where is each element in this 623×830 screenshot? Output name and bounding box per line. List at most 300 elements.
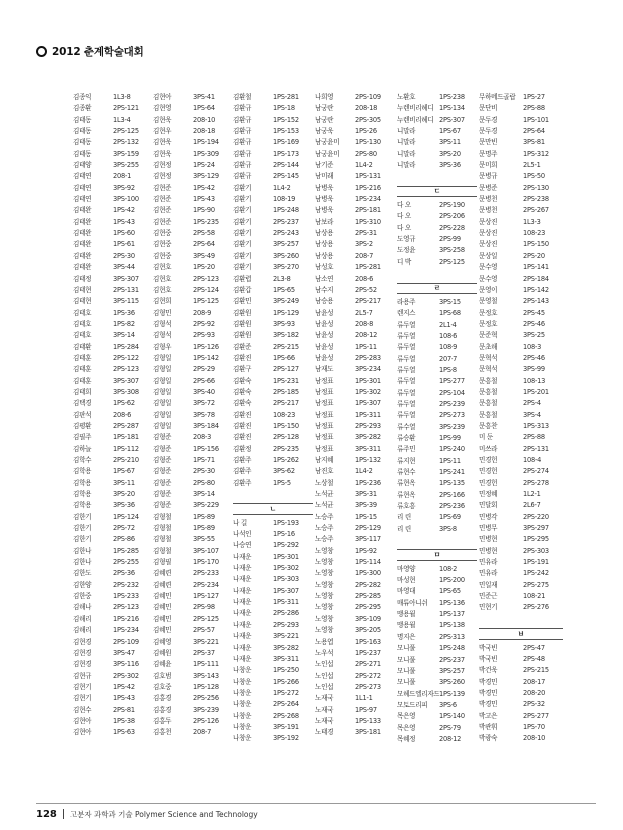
presentation-code: 3PS-107 [193, 546, 219, 555]
presentation-code: 1PS-238 [439, 93, 465, 101]
author-name: 마영양 [397, 564, 416, 573]
index-column [153, 92, 233, 739]
presentation-code: 108-3 [523, 342, 542, 351]
index-entry [479, 319, 563, 330]
index-entry [397, 160, 477, 171]
presentation-code: 2L1-4 [439, 320, 457, 329]
author-name: 김한도 [73, 569, 92, 578]
presentation-code: 3PS-308 [113, 387, 139, 396]
index-entry [397, 115, 477, 126]
presentation-code: 2PS-126 [193, 716, 219, 725]
index-entry [73, 194, 153, 205]
presentation-code: 1PS-129 [273, 308, 299, 317]
presentation-code: 1PS-201 [523, 387, 549, 396]
index-entry [315, 682, 395, 693]
index-entry [397, 609, 477, 620]
presentation-code: 1PS-89 [193, 512, 215, 521]
index-entry [397, 257, 477, 268]
author-name: 문흥철 [479, 376, 498, 385]
author-name: 문수영 [479, 274, 498, 283]
author-name: 김태동 [73, 149, 92, 158]
author-name: 민병각 [479, 512, 498, 521]
presentation-code: 3PS-239 [193, 705, 219, 714]
index-entry [233, 171, 313, 182]
presentation-code: 2PS-48 [523, 654, 545, 663]
index-entry [153, 410, 233, 421]
index-entry [153, 523, 233, 534]
author-name: 김환기 [233, 217, 252, 226]
author-name: 김현준 [153, 206, 172, 215]
index-entry [73, 534, 153, 545]
presentation-code: 2PS-4 [523, 399, 541, 408]
author-name: 김환기 [233, 206, 252, 215]
author-name: 김태양 [73, 161, 92, 170]
index-entry [397, 620, 477, 631]
author-name: 류두열 [397, 354, 416, 363]
author-name: 김태동 [73, 138, 92, 147]
presentation-code: 2PS-215 [523, 666, 549, 675]
author-name: 김한양 [73, 580, 92, 589]
index-entry [479, 699, 563, 710]
presentation-code: 2PS-109 [355, 93, 381, 101]
author-name: 김환규 [233, 127, 252, 136]
index-entry [233, 149, 313, 160]
author-name: 류수열 [397, 422, 416, 431]
author-name: 류현수 [397, 468, 416, 476]
index-entry [233, 296, 313, 307]
index-entry [153, 512, 233, 523]
presentation-code: 2PS-93 [193, 331, 215, 340]
presentation-code [273, 489, 313, 500]
index-entry [73, 126, 153, 137]
author-name: 김현호 [153, 274, 172, 283]
index-entry [479, 557, 563, 568]
author-name: 남상용 [315, 229, 334, 238]
index-entry [479, 688, 563, 699]
author-name: 김환규 [233, 104, 252, 113]
author-name: 김태완 [73, 217, 92, 226]
author-name: 노영창 [315, 592, 334, 601]
index-entry [397, 149, 477, 160]
author-name: 도정윤 [397, 246, 416, 255]
index-entry [153, 251, 233, 262]
presentation-code: 2PS-86 [113, 535, 135, 544]
presentation-code: 1PS-234 [355, 195, 381, 204]
presentation-code [439, 268, 477, 279]
index-entry [153, 455, 233, 466]
index-entry [233, 308, 313, 319]
author-name: 남윤성 [315, 331, 334, 340]
author-name: 문수영 [479, 263, 498, 272]
presentation-code: 2PS-45 [523, 308, 545, 317]
author-name: 김현영 [153, 104, 172, 113]
author-name: 김혜민 [153, 603, 172, 612]
index-entry [397, 689, 477, 700]
presentation-code: 2PS-129 [355, 524, 381, 533]
presentation-code: 1PS-70 [523, 722, 545, 731]
author-name: 김택경 [73, 399, 92, 408]
index-entry [73, 160, 153, 171]
author-name: 민유라 [479, 569, 498, 578]
presentation-code: 3PS-8 [439, 524, 457, 533]
index-entry [73, 217, 153, 228]
index-entry [315, 523, 395, 534]
presentation-code: 1PS-114 [355, 558, 381, 567]
author-name: 남지혜 [315, 456, 334, 464]
index-entry [233, 552, 313, 563]
author-name: 남윤성 [315, 308, 334, 317]
index-entry [315, 602, 395, 613]
index-entry [315, 659, 395, 670]
presentation-code: 1PS-5 [273, 478, 291, 487]
presentation-code: 1PS-20 [193, 263, 215, 272]
presentation-code: 3PS-14 [193, 490, 215, 499]
presentation-code: 3PS-47 [113, 648, 135, 657]
presentation-code: 2PS-52 [355, 285, 377, 294]
author-name: 김한기 [73, 535, 92, 544]
presentation-code: 1PS-66 [273, 353, 295, 362]
index-entry [479, 478, 563, 489]
index-entry [315, 376, 395, 387]
index-entry [233, 194, 313, 205]
index-entry [315, 705, 395, 716]
index-entry [315, 478, 395, 489]
index-entry [315, 421, 395, 432]
presentation-code: 108-9 [439, 343, 458, 352]
author-name: 김형준 [153, 456, 172, 464]
author-name: 김현경 [73, 660, 92, 669]
presentation-code: 2PS-36 [113, 569, 135, 578]
index-entry [153, 444, 233, 455]
author-name: 김형준 [153, 490, 172, 499]
presentation-code: 1PS-311 [355, 410, 381, 419]
index-entry [479, 228, 563, 239]
presentation-code: 2PS-282 [355, 580, 381, 589]
author-name: 김현아 [73, 728, 92, 737]
author-name: 류지현 [397, 456, 416, 465]
presentation-code: 1PS-133 [355, 716, 381, 725]
author-name: 모토드리피 [397, 700, 428, 709]
index-entry [73, 137, 153, 148]
author-name: 문상진 [479, 229, 498, 238]
index-entry [233, 688, 313, 699]
presentation-code: 3PS-182 [273, 331, 299, 340]
presentation-code: 3PS-116 [113, 660, 139, 669]
author-name: 노영창 [315, 558, 334, 567]
author-name: 김환숙 [233, 399, 252, 408]
author-name: 민경헌 [479, 467, 498, 476]
author-name: 김형준 [153, 444, 172, 453]
index-entry [397, 700, 477, 711]
presentation-code: 2PS-217 [273, 399, 299, 408]
page-footer [36, 807, 596, 821]
presentation-code: 2PS-47 [523, 643, 545, 652]
presentation-code: 3PS-191 [273, 722, 299, 731]
presentation-code: 1PS-67 [439, 127, 461, 136]
author-name: 노영창 [315, 603, 334, 612]
presentation-code: 1PS-139 [439, 689, 465, 698]
presentation-code: 1PS-89 [193, 524, 215, 533]
index-entry [73, 557, 153, 568]
author-name: 김환주 [233, 456, 252, 464]
author-name: 남성호 [315, 263, 334, 272]
presentation-code: 3PS-72 [193, 399, 215, 408]
index-entry [233, 529, 313, 540]
presentation-code: 1PS-303 [273, 575, 299, 584]
index-entry [315, 466, 395, 477]
index-entry [479, 296, 563, 307]
index-entry [479, 308, 563, 319]
presentation-code: 2PS-37 [193, 648, 215, 657]
index-entry [315, 183, 395, 194]
index-entry [397, 365, 477, 376]
presentation-code: 208-8 [355, 319, 374, 328]
author-index [0, 92, 623, 812]
author-name: 라용주 [397, 297, 416, 306]
presentation-code: 2PS-278 [523, 478, 549, 487]
index-entry [73, 330, 153, 341]
author-name: 김학용 [73, 478, 92, 487]
presentation-code: 3PS-11 [113, 478, 135, 487]
presentation-code: 1PS-163 [355, 637, 381, 646]
author-name: 김환기 [233, 240, 252, 249]
index-entry [153, 160, 233, 171]
presentation-code: 2PS-109 [113, 637, 139, 646]
author-name: 나재운 [233, 643, 252, 652]
presentation-code: 3PS-311 [273, 654, 299, 663]
index-entry [153, 126, 233, 137]
author-name: 남진호 [315, 467, 334, 476]
index-entry [479, 149, 563, 160]
author-name: 디 박 [397, 257, 411, 266]
author-name: 김태동 [73, 115, 92, 124]
author-name: 김환정 [233, 444, 252, 453]
presentation-code: 1PS-231 [273, 376, 299, 385]
author-name: 김태호 [73, 331, 92, 340]
author-name: 박국빈 [479, 654, 498, 663]
presentation-code: 1PS-16 [273, 530, 295, 539]
index-entry [397, 564, 477, 575]
author-name: 노석균 [315, 501, 334, 510]
index-entry [233, 466, 313, 477]
index-entry [315, 194, 395, 205]
index-entry [315, 149, 395, 160]
author-name: 나재운 [233, 609, 252, 618]
author-name: 김현정 [153, 172, 172, 181]
index-entry [233, 597, 313, 608]
author-name: 김환기 [233, 263, 252, 272]
presentation-code: 1PS-69 [439, 513, 461, 522]
index-entry [479, 387, 563, 398]
author-name: 김한나 [73, 546, 92, 555]
author-name: 김하늘 [73, 444, 92, 453]
presentation-code: 1PS-38 [113, 716, 135, 725]
index-column [397, 92, 477, 745]
index-entry [397, 575, 477, 586]
author-name: 남정표 [315, 387, 334, 396]
index-entry [397, 655, 477, 666]
index-entry [153, 398, 233, 409]
presentation-code: 2PS-125 [439, 257, 465, 266]
author-name: 민정혜 [479, 490, 498, 499]
index-entry [153, 648, 233, 659]
author-name: 김환주 [233, 467, 252, 476]
author-name: 문영이 [479, 285, 498, 294]
author-name: 류현옥 [397, 490, 416, 499]
presentation-code: 2PS-58 [193, 229, 215, 238]
index-entry [153, 705, 233, 716]
presentation-code: 1PS-216 [355, 183, 381, 192]
index-entry [153, 319, 233, 330]
index-entry [153, 228, 233, 239]
index-entry [153, 330, 233, 341]
author-name: 문병천 [479, 195, 498, 204]
presentation-code: 1PS-8 [439, 365, 457, 374]
presentation-code: 1PS-277 [439, 377, 465, 386]
presentation-code: 3PS-31 [355, 490, 377, 499]
author-name: 마성현 [397, 576, 416, 585]
presentation-code: 2PS-210 [113, 456, 139, 464]
index-entry [73, 296, 153, 307]
index-entry [73, 512, 153, 523]
presentation-code: 2PS-271 [355, 660, 381, 669]
section-header [397, 283, 477, 294]
index-entry [315, 455, 395, 466]
presentation-code: 208-3 [193, 433, 212, 442]
author-name: 민병무 [479, 524, 498, 533]
presentation-code: 208-9 [193, 308, 212, 317]
presentation-code: 3PS-257 [273, 240, 299, 249]
presentation-code: 1PS-181 [113, 433, 139, 442]
presentation-code: 2PS-30 [113, 251, 135, 260]
presentation-code: 1PS-191 [523, 558, 549, 567]
presentation-code: 2PS-235 [273, 444, 299, 453]
index-entry [73, 251, 153, 262]
author-name: 목은영 [397, 723, 416, 732]
footer-separator [63, 809, 64, 819]
presentation-code: 1PS-142 [193, 353, 219, 362]
presentation-code: 1L4-2 [355, 467, 373, 476]
author-name: 김현규 [73, 671, 92, 680]
author-name: 니말라 [397, 161, 416, 170]
author-name: 김한중 [73, 592, 92, 601]
author-name: 김학용 [73, 490, 92, 499]
index-entry [315, 432, 395, 443]
presentation-code: 2PS-99 [439, 235, 461, 244]
author-name: 나창운 [233, 722, 252, 731]
index-entry [233, 410, 313, 421]
presentation-code: 3PS-25 [523, 331, 545, 340]
author-name: 류두열 [397, 331, 416, 340]
index-entry [153, 614, 233, 625]
index-entry [73, 205, 153, 216]
author-name: 문상진 [479, 240, 498, 249]
index-entry [315, 693, 395, 704]
index-entry [397, 632, 477, 643]
presentation-code: 1PS-235 [193, 217, 219, 226]
author-name: 노영창 [315, 614, 334, 623]
index-entry [315, 103, 395, 114]
index-entry [153, 364, 233, 375]
section-header [479, 628, 563, 639]
author-name: 김학용 [73, 501, 92, 510]
presentation-code: 1PS-137 [439, 610, 465, 619]
index-entry [479, 534, 563, 545]
index-entry [233, 677, 313, 688]
index-entry [233, 478, 313, 489]
author-name: 김종환 [73, 104, 92, 113]
author-name: 문정호 [479, 319, 498, 328]
index-entry [315, 546, 395, 557]
presentation-code: 1PS-50 [523, 172, 545, 181]
author-name: 노재국 [315, 716, 334, 725]
author-name: 김환진 [233, 421, 252, 430]
presentation-code: 3PS-255 [113, 161, 139, 170]
index-entry [233, 608, 313, 619]
index-entry [153, 432, 233, 443]
index-entry [153, 500, 233, 511]
author-name: 노인섭 [315, 682, 334, 691]
presentation-code: 3PS-92 [113, 183, 135, 192]
author-name: 문흥철 [479, 387, 498, 396]
presentation-code: 2PS-145 [273, 172, 299, 181]
index-entry [153, 149, 233, 160]
presentation-code: 108-21 [523, 592, 546, 601]
author-name: 문상일 [479, 251, 498, 260]
index-entry [153, 580, 233, 591]
index-entry [73, 671, 153, 682]
index-entry [73, 546, 153, 557]
presentation-code: 1PS-67 [113, 467, 135, 476]
index-entry [479, 733, 563, 744]
index-entry [233, 643, 313, 654]
author-name: 남소연 [315, 274, 334, 283]
presentation-code: 2L5-1 [523, 161, 541, 170]
author-name: 다 오 [397, 223, 411, 232]
presentation-code: 2PS-143 [523, 297, 549, 306]
index-entry [397, 711, 477, 722]
index-entry [153, 693, 233, 704]
index-entry [73, 92, 153, 103]
author-name: 김형철 [153, 535, 172, 544]
presentation-code: 1PS-173 [273, 149, 299, 158]
author-name: 문병준 [479, 183, 498, 192]
presentation-code: 1PS-11 [439, 456, 461, 465]
author-name: 김혜윤 [153, 660, 172, 669]
author-name [233, 489, 273, 500]
author-name: 김현호 [153, 285, 172, 294]
index-entry [397, 422, 477, 433]
presentation-code: 3PS-297 [523, 524, 549, 533]
conference-title: 2012 춘계학술대회 [52, 45, 144, 58]
author-name: 류두열 [397, 365, 416, 374]
index-entry [153, 194, 233, 205]
presentation-code: 1PS-65 [439, 587, 461, 596]
section-letter: ㄴ [269, 505, 277, 514]
presentation-code: 2PS-228 [439, 223, 465, 232]
author-name: 김현수 [73, 705, 92, 714]
author-name: 민달회 [479, 501, 498, 510]
author-name: 김형준 [153, 478, 172, 487]
presentation-code: 3PS-159 [113, 149, 139, 158]
section-header [397, 549, 477, 560]
author-name: 노승주 [315, 512, 334, 521]
index-entry [73, 455, 153, 466]
index-entry [153, 591, 233, 602]
presentation-code: 1PS-138 [439, 621, 465, 630]
index-entry [479, 160, 563, 171]
presentation-code: 1PS-292 [273, 541, 299, 550]
